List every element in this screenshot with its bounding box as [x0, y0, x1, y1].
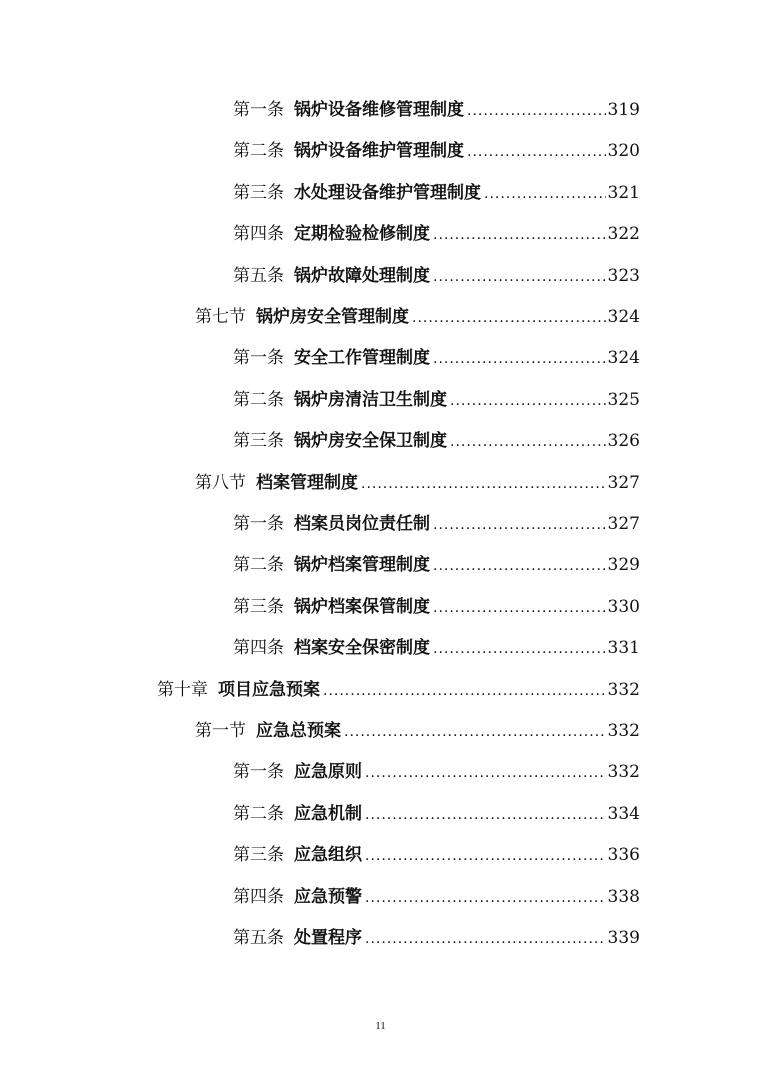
toc-entry-title: 应急机制 — [294, 803, 362, 824]
toc-entry-title: 锅炉设备维修管理制度 — [294, 100, 464, 120]
toc-entry-title: 处置程序 — [294, 928, 362, 948]
toc-entry-page: 323 — [607, 265, 640, 286]
toc-entry-title: 定期检验检修制度 — [294, 224, 430, 245]
toc-entry-title: 安全工作管理制度 — [294, 348, 430, 369]
toc-entry-number: 第一条 — [233, 514, 284, 534]
toc-entry-number: 第三条 — [233, 431, 284, 452]
toc-entry-title: 档案管理制度 — [256, 472, 358, 493]
toc-entry-number: 第一条 — [233, 348, 284, 369]
page-number: 11 — [375, 1020, 386, 1032]
toc-entry-number: 第八节 — [195, 472, 246, 493]
toc-entry-number: 第五条 — [233, 928, 284, 948]
toc-entry[interactable] — [233, 794, 640, 824]
toc-entry[interactable] — [233, 587, 640, 617]
toc-entry-title: 档案安全保密制度 — [294, 638, 430, 659]
dot-leader — [467, 102, 606, 120]
toc-entry-page: 329 — [607, 555, 640, 576]
dot-leader — [365, 847, 606, 865]
toc-entry[interactable] — [195, 463, 640, 493]
toc-entry-number: 第三条 — [233, 596, 284, 617]
toc-entry-title: 锅炉房清洁卫生制度 — [294, 389, 447, 410]
toc-entry-number: 第五条 — [233, 265, 284, 286]
dot-leader — [433, 557, 606, 575]
toc-entry-page: 327 — [607, 514, 640, 534]
toc-entry-number: 第十章 — [157, 679, 208, 700]
toc-entry-number: 第一条 — [233, 100, 284, 120]
toc-entry[interactable] — [233, 752, 640, 782]
toc-entry-title: 锅炉档案管理制度 — [294, 555, 430, 576]
toc-entry-title: 锅炉故障处理制度 — [294, 265, 430, 286]
toc-entry[interactable] — [233, 380, 640, 410]
toc-entry-title: 锅炉房安全保卫制度 — [294, 431, 447, 452]
toc-entry-page: 332 — [607, 762, 640, 783]
dot-leader — [433, 516, 606, 534]
toc-entry-page: 324 — [607, 348, 640, 369]
toc-entry-number: 第三条 — [233, 182, 284, 203]
toc-entry[interactable] — [233, 338, 640, 368]
toc-entry-number: 第二条 — [233, 141, 284, 162]
toc-entry-title: 应急预警 — [294, 886, 362, 907]
toc-entry-page: 334 — [607, 803, 640, 824]
dot-leader — [433, 599, 606, 617]
toc-entry-number: 第三条 — [233, 845, 284, 866]
toc-entry[interactable] — [195, 297, 640, 327]
toc-entry-page: 332 — [607, 721, 640, 741]
dot-leader — [467, 143, 606, 161]
dot-leader — [484, 185, 606, 203]
dot-leader — [365, 889, 606, 907]
toc-entry-number: 第二条 — [233, 389, 284, 410]
toc-entry-title: 档案员岗位责任制 — [294, 514, 430, 534]
toc-entry-title: 锅炉档案保管制度 — [294, 596, 430, 617]
toc-entry-page: 331 — [607, 638, 640, 659]
toc-entry-page: 336 — [607, 845, 640, 866]
toc-entry-page: 324 — [607, 307, 640, 327]
toc-entry-number: 第四条 — [233, 886, 284, 907]
toc-entry-number: 第一条 — [233, 762, 284, 783]
toc-entry-title: 锅炉设备维护管理制度 — [294, 141, 464, 162]
dot-leader — [433, 350, 606, 368]
toc-entry-page: 332 — [607, 679, 640, 700]
toc-entry[interactable] — [233, 918, 640, 948]
toc-entry[interactable] — [233, 173, 640, 203]
toc-entry-number: 第二条 — [233, 803, 284, 824]
toc-entry-title: 项目应急预案 — [218, 679, 320, 700]
toc-entry-number: 第二条 — [233, 555, 284, 576]
toc-entry-title: 应急组织 — [294, 845, 362, 866]
toc-entry[interactable] — [233, 90, 640, 120]
toc-entry[interactable] — [233, 421, 640, 451]
toc-entry[interactable] — [195, 711, 640, 741]
toc-entry-page: 321 — [607, 182, 640, 203]
dot-leader — [412, 309, 606, 327]
toc-entry-page: 326 — [607, 431, 640, 452]
toc-entry-number: 第七节 — [195, 307, 246, 327]
dot-leader — [365, 764, 606, 782]
dot-leader — [433, 268, 606, 286]
toc-entry-page: 330 — [607, 596, 640, 617]
toc-entry-page: 338 — [607, 886, 640, 907]
toc-entry[interactable] — [233, 256, 640, 286]
toc-entry-page: 322 — [607, 224, 640, 245]
toc-entry[interactable] — [233, 835, 640, 865]
dot-leader — [433, 226, 606, 244]
dot-leader — [365, 806, 606, 824]
dot-leader — [361, 475, 606, 493]
toc-entry[interactable] — [233, 877, 640, 907]
toc-entry-title: 应急原则 — [294, 762, 362, 783]
toc-entry-number: 第一节 — [195, 721, 246, 741]
toc-entry[interactable] — [233, 214, 640, 244]
dot-leader — [323, 682, 606, 700]
toc-entry-title: 锅炉房安全管理制度 — [256, 307, 409, 327]
toc-entry-page: 327 — [607, 472, 640, 493]
toc-entry-number: 第四条 — [233, 224, 284, 245]
toc-entry-title: 应急总预案 — [256, 721, 341, 741]
toc-entry[interactable] — [233, 131, 640, 161]
toc-entry-page: 320 — [607, 141, 640, 162]
toc-entry[interactable] — [233, 545, 640, 575]
toc-entry[interactable] — [233, 628, 640, 658]
dot-leader — [450, 433, 606, 451]
toc-entry-title: 水处理设备维护管理制度 — [294, 182, 481, 203]
dot-leader — [365, 930, 606, 948]
toc-entry-number: 第四条 — [233, 638, 284, 659]
toc-entry-page: 325 — [607, 389, 640, 410]
toc-entry[interactable] — [233, 504, 640, 534]
toc-entry[interactable] — [157, 670, 640, 700]
dot-leader — [344, 723, 606, 741]
dot-leader — [450, 392, 606, 410]
dot-leader — [433, 640, 606, 658]
toc-entry-page: 339 — [607, 928, 640, 948]
toc-entry-page: 319 — [607, 100, 640, 120]
